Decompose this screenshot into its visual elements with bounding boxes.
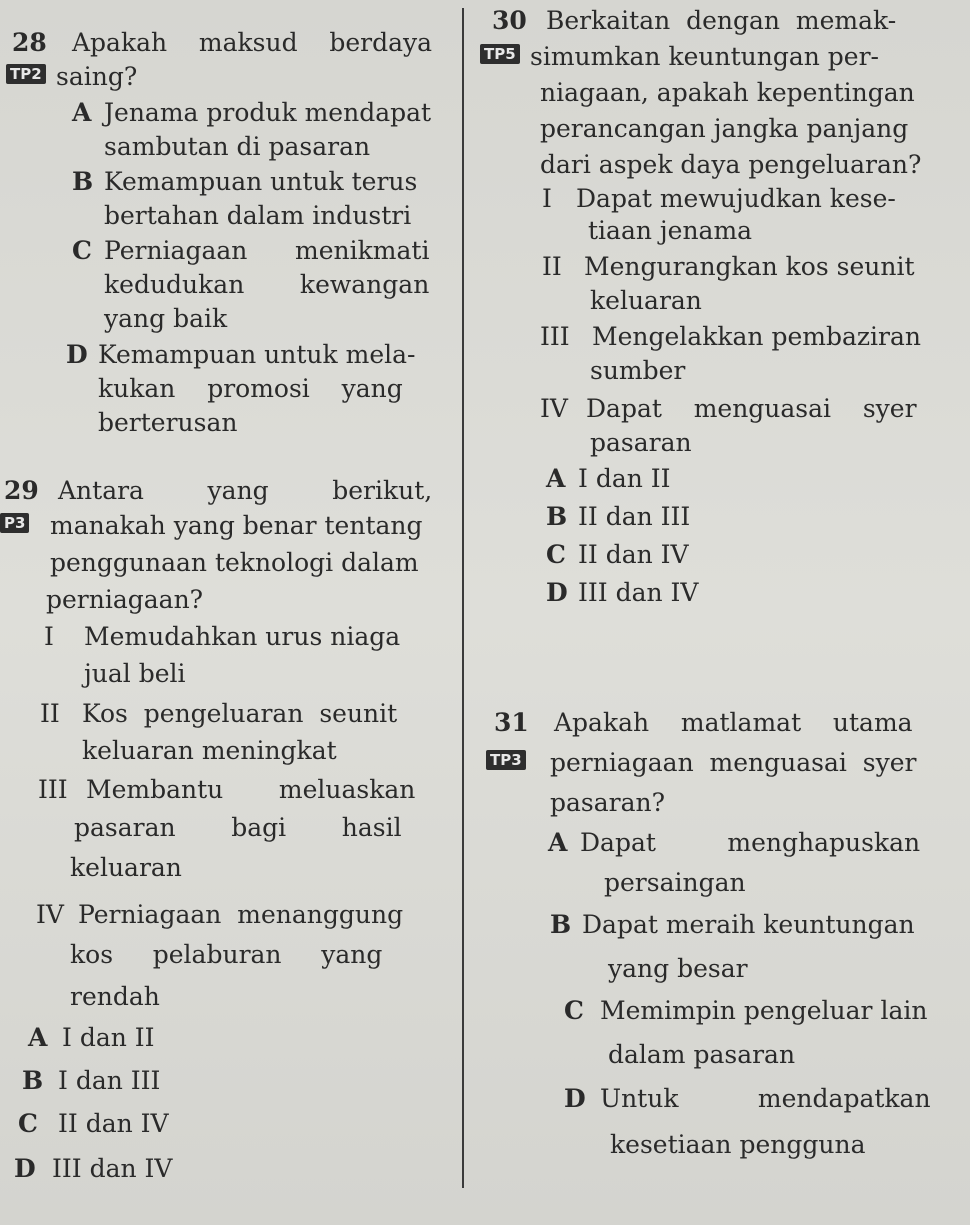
- question-31-stem-line-1: Apakah matlamat utama: [554, 708, 913, 737]
- question-30-option-b-text: II dan III: [578, 502, 691, 531]
- question-31-option-c-line-1: Memimpin pengeluar lain: [600, 996, 928, 1025]
- question-28-tp-badge: TP2: [6, 64, 46, 84]
- question-28-option-d-letter: D: [66, 340, 88, 369]
- question-30-option-d-letter: D: [546, 578, 568, 607]
- question-29-statement-3-line-3: keluaran: [70, 853, 182, 882]
- question-28-stem-line-2: saing?: [56, 62, 138, 91]
- question-30-statement-1-numeral: I: [542, 184, 552, 213]
- question-30-statement-4-numeral: IV: [540, 394, 568, 423]
- question-29-option-c-text: II dan IV: [58, 1109, 169, 1138]
- question-31-option-d-line-1: Untuk mendapatkan: [600, 1084, 931, 1113]
- question-29-statement-4-numeral: IV: [36, 900, 64, 929]
- question-29-option-a-text: I dan II: [62, 1023, 155, 1052]
- question-29-statement-2-line-2: keluaran meningkat: [82, 736, 337, 765]
- question-28-option-c-letter: C: [72, 236, 92, 265]
- question-29-option-d-letter: D: [14, 1154, 36, 1183]
- question-30-option-d-text: III dan IV: [578, 578, 699, 607]
- question-28-option-a-line-2: sambutan di pasaran: [104, 132, 371, 161]
- question-30-statement-2-line-2: keluaran: [590, 286, 702, 315]
- question-28-option-b-letter: B: [72, 167, 94, 196]
- question-29-option-d-text: III dan IV: [52, 1154, 173, 1183]
- question-28-option-c-line-1: Perniagaan menikmati: [104, 236, 430, 265]
- question-28-option-a-letter: A: [72, 98, 92, 127]
- question-29-stem-line-3: penggunaan teknologi dalam: [50, 548, 419, 577]
- question-31-option-b-letter: B: [550, 910, 572, 939]
- question-29-option-b-letter: B: [22, 1066, 44, 1095]
- question-31-option-d-line-2: kesetiaan pengguna: [610, 1130, 866, 1159]
- question-30-stem-line-3: niagaan, apakah kepentingan: [540, 78, 915, 107]
- question-30-stem-line-5: dari aspek daya pengeluaran?: [540, 150, 922, 179]
- question-31-option-b-line-2: yang besar: [608, 954, 748, 983]
- question-31-option-c-line-2: dalam pasaran: [608, 1040, 796, 1069]
- question-30-option-c-text: II dan IV: [578, 540, 689, 569]
- question-28-option-d-line-2: kukan promosi yang: [98, 374, 403, 403]
- question-30-option-a-letter: A: [546, 464, 566, 493]
- question-31-number: 31: [494, 708, 529, 737]
- question-30-tp-badge: TP5: [480, 44, 520, 64]
- question-28-option-b-line-1: Kemampuan untuk terus: [104, 167, 418, 196]
- question-31-option-d-letter: D: [564, 1084, 586, 1113]
- question-29-statement-1-numeral: I: [44, 622, 54, 651]
- question-28-option-d-line-3: berterusan: [98, 408, 238, 437]
- question-29-stem-line-1: Antara yang berikut,: [58, 476, 433, 505]
- question-30-statement-1-line-1: Dapat mewujudkan kese-: [576, 184, 896, 213]
- question-29-stem-line-2: manakah yang benar tentang: [50, 511, 423, 540]
- question-30-statement-4-line-2: pasaran: [590, 428, 692, 457]
- question-31-option-a-line-1: Dapat menghapuskan: [580, 828, 921, 857]
- question-30-option-b-letter: B: [546, 502, 568, 531]
- question-30-stem-line-4: perancangan jangka panjang: [540, 114, 909, 143]
- question-30-stem-line-2: simumkan keuntungan per-: [530, 42, 879, 71]
- question-29-statement-3-line-2: pasaran bagi hasil: [74, 813, 402, 842]
- column-divider: [462, 8, 464, 1188]
- question-30-statement-3-line-1: Mengelakkan pembaziran: [592, 322, 921, 351]
- question-29-statement-3-numeral: III: [38, 775, 68, 804]
- question-30-statement-1-line-2: tiaan jenama: [588, 216, 753, 245]
- question-30-option-a-text: I dan II: [578, 464, 671, 493]
- question-29-statement-4-line-3: rendah: [70, 982, 160, 1011]
- question-29-option-b-text: I dan III: [58, 1066, 161, 1095]
- question-30-statement-3-line-2: sumber: [590, 356, 686, 385]
- question-28-option-a-line-1: Jenama produk mendapat: [104, 98, 432, 127]
- question-31-option-a-letter: A: [548, 828, 568, 857]
- question-29-statement-1-line-2: jual beli: [84, 659, 186, 688]
- question-28-option-c-line-2: kedudukan kewangan: [104, 270, 430, 299]
- question-29-tp-badge: P3: [0, 513, 29, 533]
- question-28-number: 28: [12, 28, 47, 57]
- question-30-stem-line-1: Berkaitan dengan memak-: [546, 6, 897, 35]
- question-31-option-a-line-2: persaingan: [604, 868, 746, 897]
- question-28-stem-line-1: Apakah maksud berdaya: [72, 28, 433, 57]
- question-30-statement-2-line-1: Mengurangkan kos seunit: [584, 252, 915, 281]
- question-30-option-c-letter: C: [546, 540, 566, 569]
- question-31-stem-line-2: perniagaan menguasai syer: [550, 748, 917, 777]
- question-29-number: 29: [4, 476, 39, 505]
- question-29-option-a-letter: A: [28, 1023, 48, 1052]
- question-30-statement-4-line-1: Dapat menguasai syer: [586, 394, 917, 423]
- question-29-statement-4-line-1: Perniagaan menanggung: [78, 900, 404, 929]
- question-30-number: 30: [492, 6, 527, 35]
- question-29-statement-2-numeral: II: [40, 699, 60, 728]
- question-31-option-b-line-1: Dapat meraih keuntungan: [582, 910, 915, 939]
- question-29-statement-3-line-1: Membantu meluaskan: [86, 775, 416, 804]
- question-28-option-d-line-1: Kemampuan untuk mela-: [98, 340, 416, 369]
- question-31-option-c-letter: C: [564, 996, 584, 1025]
- question-29-statement-1-line-1: Memudahkan urus niaga: [84, 622, 401, 651]
- question-28-option-b-line-2: bertahan dalam industri: [104, 201, 412, 230]
- question-30-statement-3-numeral: III: [540, 322, 570, 351]
- question-29-statement-4-line-2: kos pelaburan yang: [70, 940, 383, 969]
- question-29-stem-line-4: perniagaan?: [46, 585, 204, 614]
- question-31-tp-badge: TP3: [486, 750, 526, 770]
- question-28-option-c-line-3: yang baik: [104, 304, 228, 333]
- question-31-stem-line-3: pasaran?: [550, 788, 666, 817]
- question-29-option-c-letter: C: [18, 1109, 38, 1138]
- question-29-statement-2-line-1: Kos pengeluaran seunit: [82, 699, 398, 728]
- question-30-statement-2-numeral: II: [542, 252, 562, 281]
